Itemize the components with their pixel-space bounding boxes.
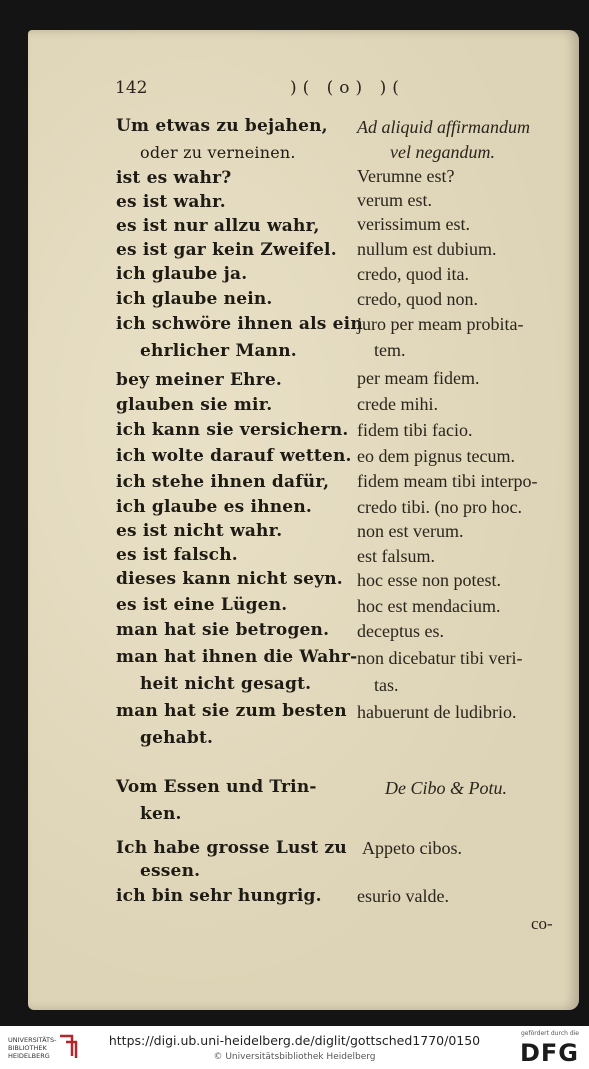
german-line: es ist eine Lügen. <box>116 595 288 615</box>
german-line: ich schwöre ihnen als ein <box>116 314 363 334</box>
section-heading-german: ken. <box>140 804 182 824</box>
german-line: essen. <box>140 861 201 881</box>
german-line: ich glaube ja. <box>116 264 248 284</box>
german-line: ehrlicher Mann. <box>140 341 297 361</box>
latin-line: esurio valde. <box>357 886 449 906</box>
german-line: es ist nur allzu wahr, <box>116 216 320 236</box>
section-heading-german: Vom Essen und Trin- <box>116 777 317 797</box>
latin-line: vel negandum. <box>390 142 495 162</box>
latin-line: non dicebatur tibi veri- <box>357 648 523 668</box>
german-line: Ich habe grosse Lust zu <box>116 838 347 858</box>
german-line: es ist wahr. <box>116 192 226 212</box>
german-line: dieses kann nicht seyn. <box>116 569 343 589</box>
latin-line: crede mihi. <box>357 394 438 414</box>
latin-line: deceptus es. <box>357 621 444 641</box>
german-line: Um etwas zu bejahen, <box>116 116 328 136</box>
latin-line: hoc est mendacium. <box>357 596 501 616</box>
funder-note: gefördert durch die <box>521 1030 579 1037</box>
german-line: es ist gar kein Zweifel. <box>116 240 337 260</box>
german-line: man hat ihnen die Wahr- <box>116 647 358 667</box>
latin-line: credo tibi. (no pro hoc. <box>357 497 522 517</box>
german-line: ich stehe ihnen dafür, <box>116 472 330 492</box>
latin-line: tem. <box>374 340 406 360</box>
german-line: ich glaube nein. <box>116 289 273 309</box>
german-line: ich glaube es ihnen. <box>116 497 313 517</box>
german-line: ich kann sie versichern. <box>116 420 349 440</box>
library-name: UNIVERSITÄTS- BIBLIOTHEK HEIDELBERG <box>8 1036 57 1060</box>
latin-line: nullum est dubium. <box>357 239 497 259</box>
latin-line: tas. <box>374 675 399 695</box>
viewer-footer <box>0 1026 589 1069</box>
latin-line: Ad aliquid affirmandum <box>357 117 531 137</box>
german-line: gehabt. <box>140 728 214 748</box>
header-ornament: )( (o) )( <box>290 78 405 98</box>
latin-line: eo dem pignus tecum. <box>357 446 515 466</box>
german-line: ist es wahr? <box>116 168 232 188</box>
section-heading-latin: De Cibo & Potu. <box>385 778 507 798</box>
latin-line: non est verum. <box>357 521 464 541</box>
latin-line: per meam fidem. <box>357 368 480 388</box>
latin-line: fidem meam tibi interpo- <box>357 471 538 491</box>
permalink-url[interactable]: https://digi.ub.uni-heidelberg.de/diglit/gottsched1770/0150 <box>108 1033 481 1048</box>
page-number: 142 <box>115 78 148 98</box>
german-line: man hat sie betrogen. <box>116 620 330 640</box>
german-line: bey meiner Ehre. <box>116 370 283 390</box>
latin-line: habuerunt de ludibrio. <box>357 702 517 722</box>
german-line: man hat sie zum besten <box>116 701 347 721</box>
german-line: ich wolte darauf wetten. <box>116 446 352 466</box>
german-line: glauben sie mir. <box>116 395 273 415</box>
latin-line: Verumne est? <box>357 166 455 186</box>
latin-line: fidem tibi facio. <box>357 420 473 440</box>
latin-line: juro per meam probita- <box>357 314 524 334</box>
dfg-logo: DFG <box>519 1039 579 1067</box>
latin-line: est falsum. <box>357 546 435 566</box>
copyright-notice: © Universitätsbibliothek Heidelberg <box>213 1052 376 1062</box>
german-line: ich bin sehr hungrig. <box>116 886 322 906</box>
german-line: heit nicht gesagt. <box>140 674 312 694</box>
german-line: es ist falsch. <box>116 545 238 565</box>
catchword: co- <box>531 914 553 933</box>
latin-line: credo, quod ita. <box>357 264 469 284</box>
latin-line: hoc esse non potest. <box>357 570 501 590</box>
german-line: oder zu verneinen. <box>140 143 296 162</box>
latin-line: verissimum est. <box>357 214 470 234</box>
book-page <box>28 30 579 1010</box>
latin-line: Appeto cibos. <box>362 838 462 858</box>
latin-line: verum est. <box>357 190 432 210</box>
german-line: es ist nicht wahr. <box>116 521 283 541</box>
latin-line: credo, quod non. <box>357 289 478 309</box>
